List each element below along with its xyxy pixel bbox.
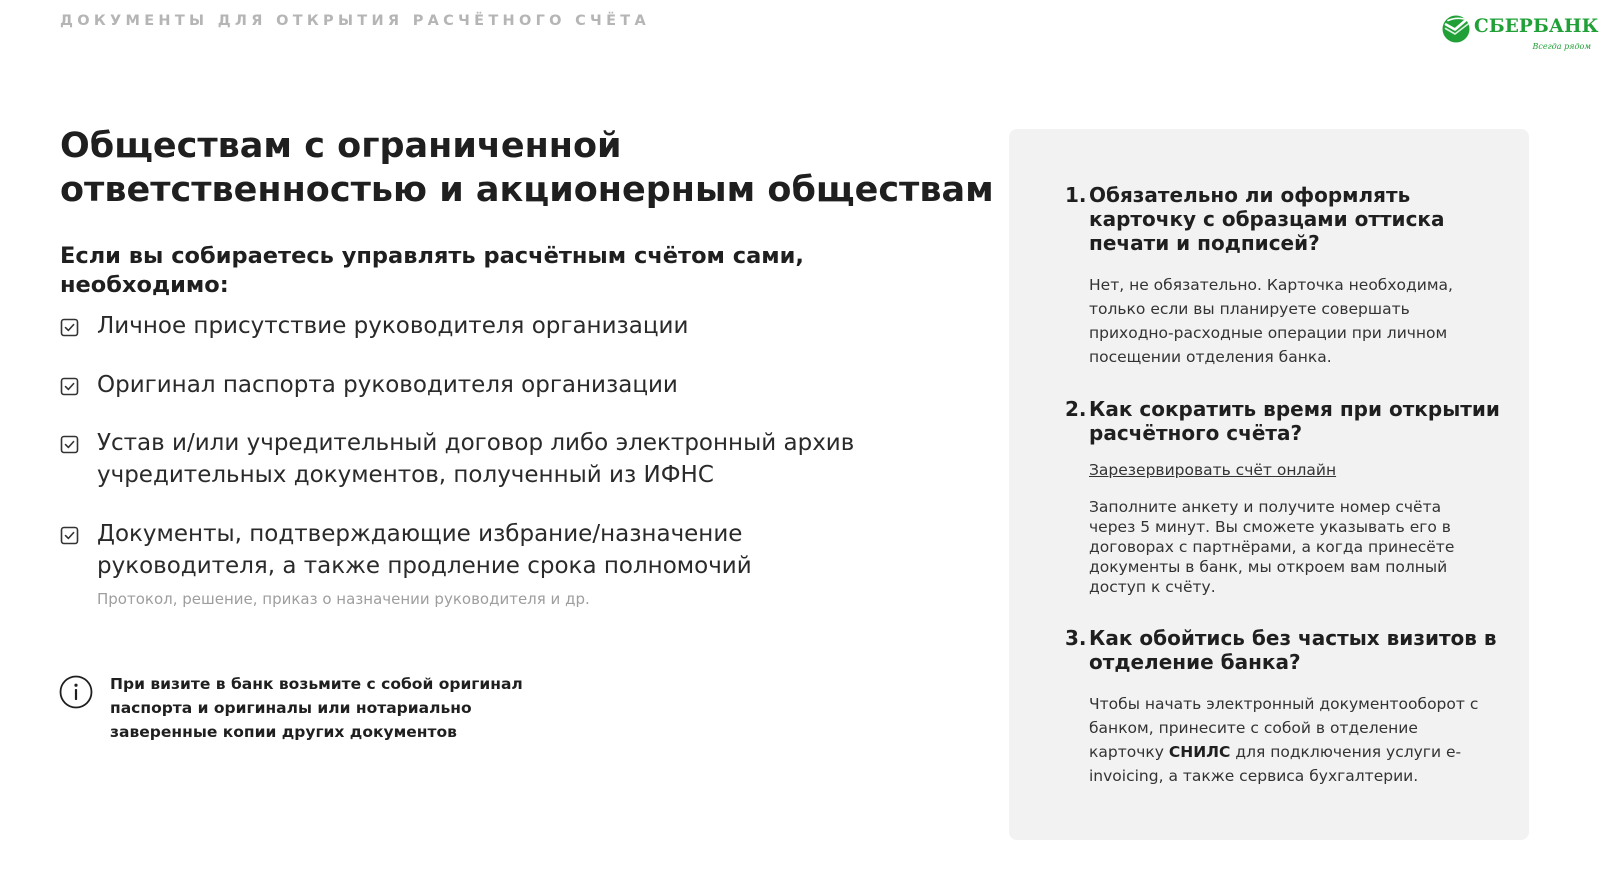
faq-question: Обязательно ли оформлять карточку с образцами оттиска печати и подписей? <box>1089 183 1445 255</box>
requirement-note: Протокол, решение, приказ о назначении руководителя и др. <box>97 590 590 608</box>
section-label: ДОКУМЕНТЫ ДЛЯ ОТКРЫТИЯ РАСЧЁТНОГО СЧЁТА <box>60 13 650 29</box>
faq-answer: Заполните анкету и получите номер счёта через 5 минут. Вы сможете указывать его в договорах с партнёрами, а когда принесёте документы в банк, мы откроем вам полный доступ к счёту. <box>1089 498 1455 596</box>
checkbox-checked-icon <box>60 377 79 396</box>
faq-answer-bold: СНИЛС <box>1168 743 1231 761</box>
requirement-text: Личное присутствие руководителя организации <box>97 313 689 339</box>
logo-wordmark: СБЕРБАНК <box>1474 16 1599 37</box>
faq-number: 3. <box>1065 626 1087 650</box>
faq-answer-part: Чтобы начать электронный документооборот с банком, принесите с собой в отделение карточку <box>1089 695 1479 761</box>
checkbox-checked-icon <box>60 318 79 337</box>
requirement-text: Устав и/или учредительный договор либо электронный архив учредительных документов, полученный из ИФНС <box>97 430 855 488</box>
checkbox-checked-icon <box>60 526 79 545</box>
faq-panel <box>1009 129 1529 840</box>
faq-answer: Нет, не обязательно. Карточка необходима, только если вы планируете совершать приходно-расходные операции при личном посещении отделения банка. <box>1089 276 1453 366</box>
page-title: Обществам с ограниченной ответственностью и акционерным обществам <box>60 126 994 210</box>
requirement-text: Документы, подтверждающие избрание/назначение руководителя, а также продление срока полномочий <box>97 521 752 579</box>
info-icon <box>59 675 93 709</box>
sberbank-logo-icon <box>1441 14 1471 44</box>
faq-question: Как сократить время при открытии расчётного счёта? <box>1089 397 1500 445</box>
requirements-heading: Если вы собираетесь управлять расчётным счётом сами, необходимо: <box>60 243 804 298</box>
reserve-account-link[interactable]: Зарезервировать счёт онлайн <box>1089 461 1337 479</box>
faq-answer-part: для подключения услуги e-invoicing, а также сервиса бухгалтерии. <box>1089 743 1462 785</box>
faq-answer <box>1089 692 1489 788</box>
checkbox-checked-icon <box>60 435 79 454</box>
faq-question: Как обойтись без частых визитов в отделение банка? <box>1089 626 1497 674</box>
requirement-text: Оригинал паспорта руководителя организации <box>97 372 678 398</box>
info-note: При визите в банк возьмите с собой оригинал паспорта и оригиналы или нотариально заверенные копии других документов <box>110 675 523 741</box>
sberbank-logo[interactable] <box>1441 10 1599 52</box>
faq-number: 2. <box>1065 397 1087 421</box>
logo-slogan: Всегда рядом <box>1532 42 1591 51</box>
faq-number: 1. <box>1065 183 1087 207</box>
